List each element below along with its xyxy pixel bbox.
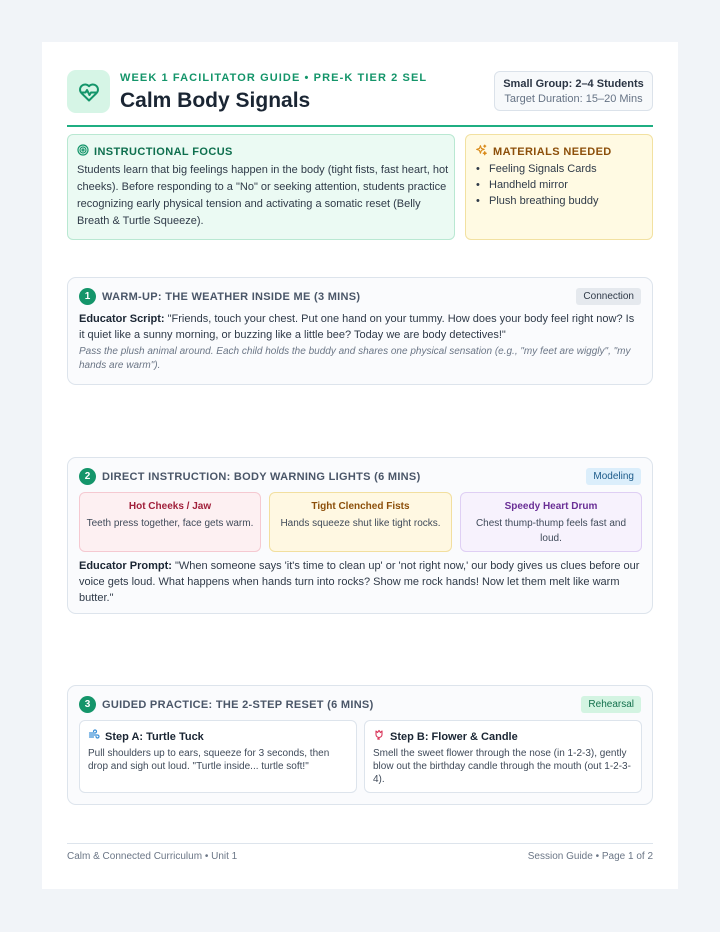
- section-header: [79, 696, 374, 713]
- script-text: "Friends, touch your chest. Put one hand on your tummy. How does your body feel right now? Is it quiet like a sunny morning, or buzzing like a little bee? Today we are body detectives!": [79, 313, 635, 341]
- section-header: [79, 468, 421, 485]
- card-title: Speedy Heart Drum: [504, 501, 598, 512]
- session-meta-box: [494, 71, 653, 111]
- step-description: Pull shoulders up to ears, squeeze for 3 seconds, then drop and sigh out loud. "Turtle inside... turtle soft!": [88, 748, 330, 772]
- sparkles-icon: [475, 144, 488, 160]
- flower-icon: [373, 729, 385, 744]
- material-item: • Handheld mirror: [475, 177, 598, 193]
- card-title: Hot Cheeks / Jaw: [128, 501, 212, 512]
- step-title: Step A: Turtle Tuck: [105, 730, 204, 743]
- section-title: DIRECT INSTRUCTION: BODY WARNING LIGHTS (6 MINS): [102, 470, 421, 483]
- focus-text: Students learn that big feelings happen in the body (tight fists, fast heart, hot cheeks). Before responding to a "No" or seeking attention, students practice recognizing early physical tension and activating a somatic reset (Belly Breath & Turtle Squeeze).: [77, 164, 449, 227]
- section-header: [79, 288, 360, 305]
- instructional-focus-box: [67, 134, 455, 240]
- card-description: Chest thump-thump feels fast and loud.: [475, 518, 627, 544]
- educator-script: [79, 311, 641, 343]
- materials-heading-label: MATERIALS NEEDED: [493, 146, 612, 158]
- script-label: Educator Script:: [79, 313, 165, 325]
- section-guided-practice: [67, 685, 653, 805]
- materials-list: [475, 161, 598, 209]
- prompt-label: Educator Prompt:: [79, 560, 172, 572]
- target-icon: [77, 144, 89, 159]
- section-tag: Rehearsal: [581, 696, 641, 713]
- materials-heading: [475, 144, 612, 160]
- step-header: [88, 729, 204, 744]
- warning-card-hot-cheeks: [79, 492, 261, 552]
- educator-prompt: [79, 558, 641, 606]
- step-card-flower-candle: [364, 720, 642, 793]
- group-size: Small Group: 2–4 Students: [503, 78, 644, 90]
- step-header: [373, 729, 518, 744]
- section-warm-up: [67, 277, 653, 385]
- facilitator-guide-page: [42, 42, 678, 889]
- step-title: Step B: Flower & Candle: [390, 730, 518, 743]
- warning-card-fists: [269, 492, 452, 552]
- section-number: 2: [79, 468, 96, 485]
- page-title: Calm Body Signals: [120, 89, 311, 112]
- material-item: • Plush breathing buddy: [475, 193, 598, 209]
- card-description: Teeth press together, face gets warm.: [86, 518, 254, 529]
- prompt-text: "When someone says 'it's time to clean up' or 'not right now,' our body gives us clues before our voice gets loud. What happens when hands turn into rocks? Show me rock hands! Now let them melt like warm butter.": [79, 560, 640, 604]
- section-tag: Connection: [576, 288, 641, 305]
- wind-icon: [88, 729, 100, 744]
- section-title: GUIDED PRACTICE: THE 2-STEP RESET (6 MINS): [102, 698, 374, 711]
- footer-curriculum: Calm & Connected Curriculum • Unit 1: [67, 851, 238, 862]
- focus-heading-label: INSTRUCTIONAL FOCUS: [94, 145, 233, 158]
- step-card-turtle-tuck: [79, 720, 357, 793]
- step-description: Smell the sweet flower through the nose (in 1-2-3), gently blow out the birthday candle through the mouth (out 1-2-3-4).: [373, 748, 631, 785]
- section-number: 3: [79, 696, 96, 713]
- card-description: Hands squeeze shut like tight rocks.: [280, 518, 441, 529]
- section-tag: Modeling: [586, 468, 641, 485]
- materials-box: [465, 134, 653, 240]
- footer-page-number: Session Guide • Page 1 of 2: [527, 851, 653, 862]
- footer-divider: [67, 843, 653, 844]
- focus-heading: [77, 144, 233, 159]
- heart-pulse-icon: [67, 70, 110, 113]
- guide-eyebrow: WEEK 1 FACILITATOR GUIDE • PRE-K TIER 2 SEL: [120, 72, 428, 84]
- section-direct-instruction: [67, 457, 653, 614]
- section-title: WARM-UP: THE WEATHER INSIDE ME (3 MINS): [102, 290, 361, 303]
- section-number: 1: [79, 288, 96, 305]
- material-item: • Feeling Signals Cards: [475, 161, 598, 177]
- header-divider: [67, 125, 653, 127]
- target-duration: Target Duration: 15–20 Mins: [504, 93, 643, 105]
- facilitator-note: Pass the plush animal around. Each child holds the buddy and shares one physical sensation (e.g., "my feet are wiggly", "my hands are warm").: [79, 346, 631, 371]
- card-title: Tight Clenched Fists: [311, 501, 410, 512]
- warning-card-heart: [460, 492, 642, 552]
